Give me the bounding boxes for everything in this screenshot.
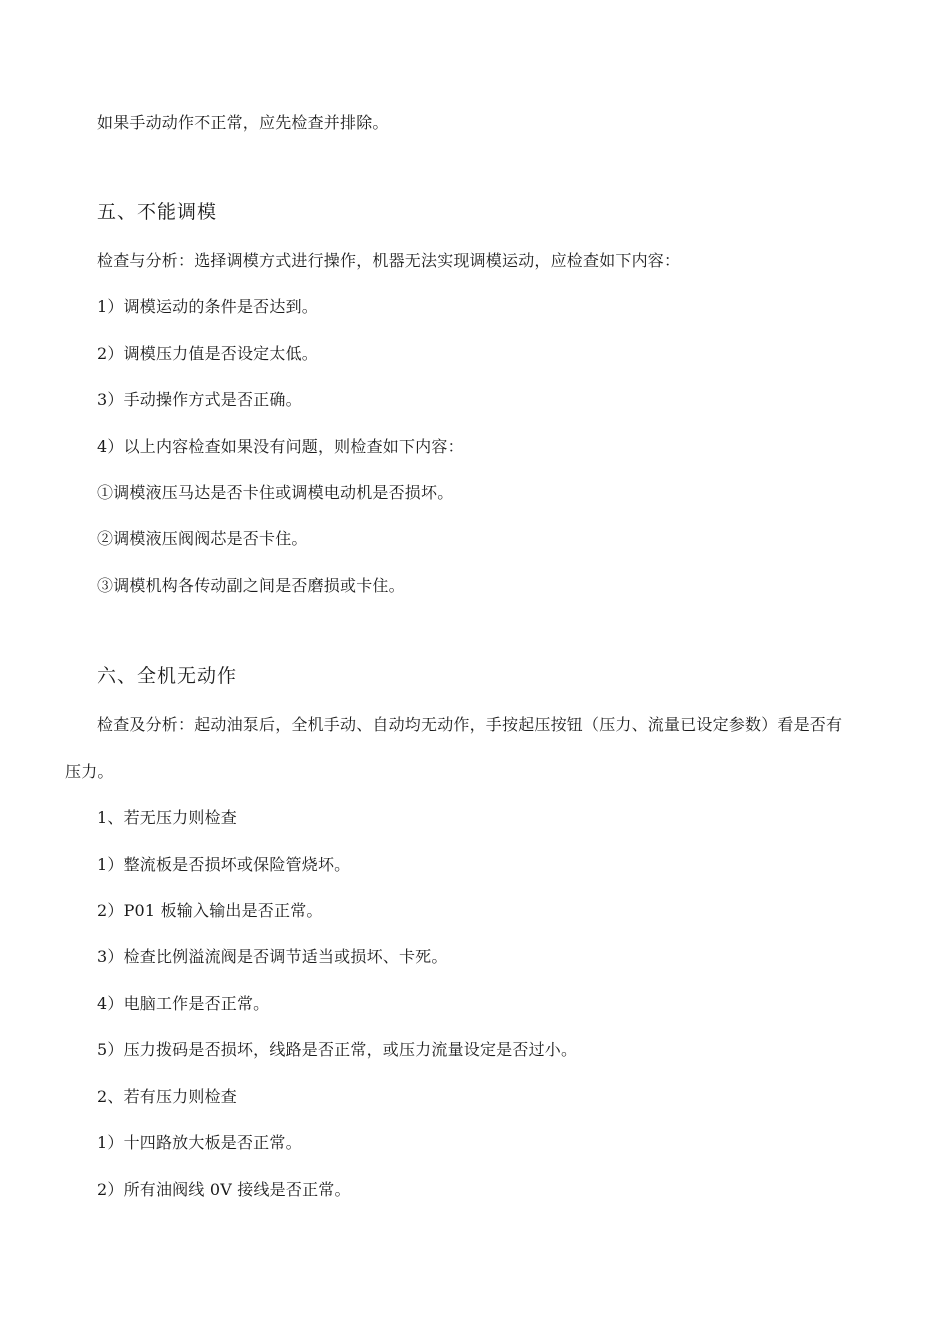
group-1-item: 5）压力拨码是否损坏，线路是否正常，或压力流量设定是否过小。 bbox=[97, 1040, 578, 1059]
section-5-item: 4）以上内容检查如果没有问题，则检查如下内容： bbox=[97, 437, 464, 456]
section-6-heading: 六、全机无动作 bbox=[97, 665, 238, 687]
group-1-item: 1）整流板是否损坏或保险管烧坏。 bbox=[97, 855, 351, 874]
section-6-analysis-line-2: 压力。 bbox=[65, 762, 114, 781]
section-5-item: 1）调模运动的条件是否达到。 bbox=[97, 297, 318, 316]
group-1-item: 2）P01 板输入输出是否正常。 bbox=[97, 901, 323, 920]
section-5-item: ②调模液压阀阀芯是否卡住。 bbox=[97, 529, 308, 548]
section-5-item: 2）调模压力值是否设定太低。 bbox=[97, 344, 318, 363]
intro-paragraph: 如果手动动作不正常，应先检查并排除。 bbox=[97, 113, 389, 132]
section-6-analysis-line-1: 检查及分析：起动油泵后，全机手动、自动均无动作，手按起压按钮（压力、流量已设定参数）看是否有 bbox=[97, 715, 843, 734]
section-5-heading: 五、不能调模 bbox=[97, 201, 218, 223]
section-5-item: 3）手动操作方式是否正确。 bbox=[97, 390, 302, 409]
group-2-item: 2）所有油阀线 0V 接线是否正常。 bbox=[97, 1180, 351, 1199]
group-1-title: 1、若无压力则检查 bbox=[97, 808, 237, 827]
group-1-item: 4）电脑工作是否正常。 bbox=[97, 994, 270, 1013]
section-5-item: ③调模机构各传动副之间是否磨损或卡住。 bbox=[97, 576, 405, 595]
section-5-analysis: 检查与分析：选择调模方式进行操作，机器无法实现调模运动，应检查如下内容： bbox=[97, 251, 681, 270]
section-5-item: ①调模液压马达是否卡住或调模电动机是否损坏。 bbox=[97, 483, 454, 502]
group-1-item: 3）检查比例溢流阀是否调节适当或损坏、卡死。 bbox=[97, 947, 448, 966]
group-2-title: 2、若有压力则检查 bbox=[97, 1087, 237, 1106]
group-2-item: 1）十四路放大板是否正常。 bbox=[97, 1133, 302, 1152]
